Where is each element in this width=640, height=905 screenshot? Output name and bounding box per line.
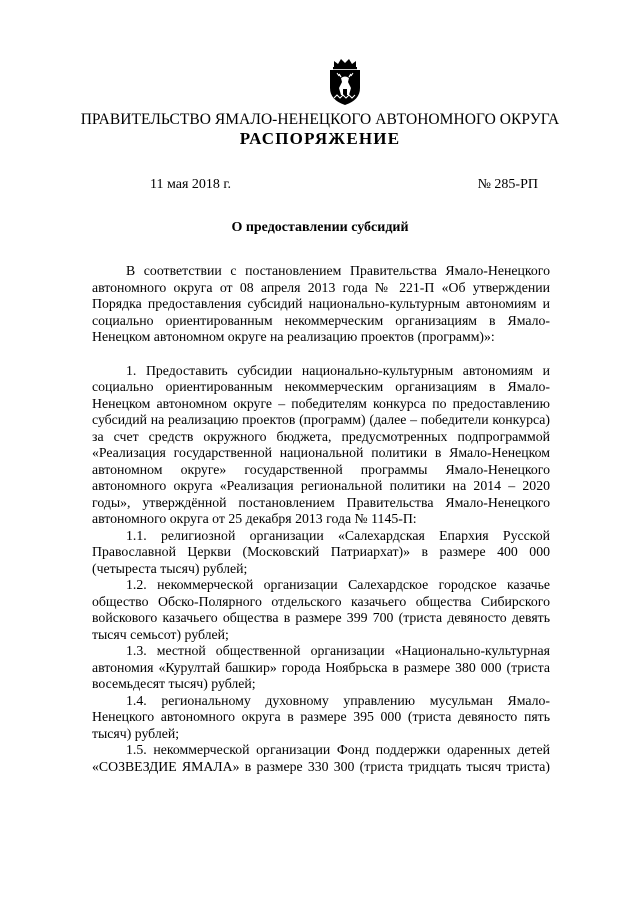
intro-paragraph: В соответствии с постановлением Правительства Ямало-Ненецкого автономного округа от 08 апреля 2013 года № 221-П «Об утверждении Порядка предоставления субсидий национально-культурным автономиям и социально ориентированным некоммерческим организациям в Ямало-Ненецком автономном округе на реализацию проектов (программ)»: — [92, 263, 550, 344]
government-title: ПРАВИТЕЛЬСТВО ЯМАЛО-НЕНЕЦКОГО АВТОНОМНОГО ОКРУГА — [80, 111, 560, 128]
coat-of-arms-icon — [326, 58, 364, 106]
document-type-title: РАСПОРЯЖЕНИЕ — [239, 129, 401, 148]
document-subject: О предоставлении субсидий — [231, 220, 409, 235]
clause-1-5: 1.5. некоммерческой организации Фонд поддержки одаренных детей «СОЗВЕЗДИЕ ЯМАЛА» в размере 330 300 (триста тридцать тысяч триста) — [92, 742, 550, 774]
clause-1-4: 1.4. региональному духовному управлению мусульман Ямало-Ненецкого автономного округа в размере 395 000 (триста девяносто пять тысяч) рублей; — [92, 692, 550, 741]
clause-1-3: 1.3. местной общественной организации «Национально-культурная автономия «Курултай башкир» города Ноябрьска в размере 380 000 (триста восемьдесят тысяч) рублей; — [92, 643, 550, 691]
clause-1-2: 1.2. некоммерческой организации Салехардское городское казачье общество Обско-Полярного отдельского казачьего общества Сибирского войскового казачьего общества в размере 399 700 (триста девяносто девять тысяч семьсот) рублей; — [92, 577, 550, 642]
document-body — [92, 263, 550, 775]
document-number: № 285-РП — [477, 177, 538, 192]
document-date: 11 мая 2018 г. — [150, 177, 232, 192]
clause-1: 1. Предоставить субсидии национально-культурным автономиям и социально ориентированным некоммерческим организациям в Ямало-Ненецком автономном округе – победителям конкурса по предоставлению субсидий на реализацию проектов (программ) (далее – победители конкурса) за счет средств окружного бюджета, предусмотренных подпрограммой «Реализация государственной национальной политики в Ямало-Ненецком автономном округе» государственной программы Ямало-Ненецкого автономного округа «Реализация региональной политики на 2014 – 2020 годы», утверждённой постановлением Правительства Ямало-Ненецкого автономного округа от 25 декабря 2013 года № 1145-П: — [92, 362, 550, 526]
clause-1-1: 1.1. религиозной организации «Салехардская Епархия Русской Православной Церкви (Московский Патриархат)» в размере 400 000 (четыреста тысяч) рублей; — [92, 527, 550, 576]
